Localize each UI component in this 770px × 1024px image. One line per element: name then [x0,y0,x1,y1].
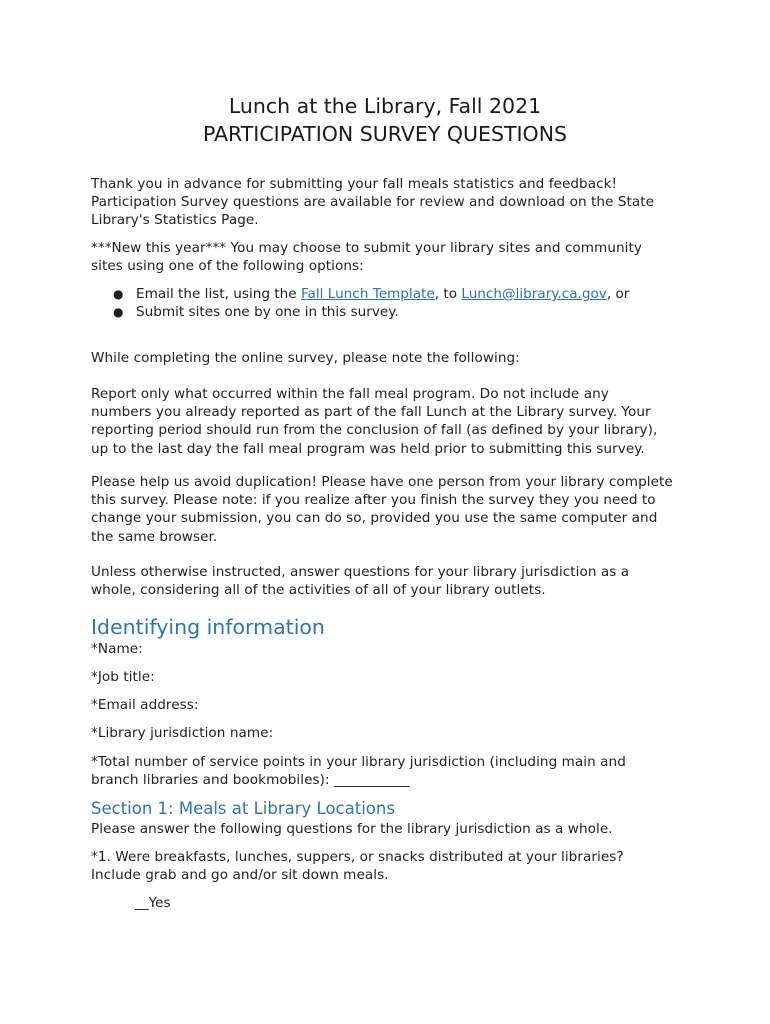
text-line: branch libraries and bookmobiles): ___________ [91,772,410,789]
text-line: *1. Were breakfasts, lunches, suppers, or snacks distributed at your libraries? [91,849,624,865]
job-title-field-label: *Job title: [91,669,155,685]
text-line: numbers you already reported as part of the fall Lunch at the Library survey. Your [91,404,651,421]
new-this-year-paragraph [91,239,691,275]
text-line: *Total number of service points in your library jurisdiction (including main and [91,754,626,770]
text-line: Please help us avoid duplication! Please have one person from your library complete [91,474,673,490]
email-field-label: *Email address: [91,697,199,713]
section-1-heading: Section 1: Meals at Library Locations [91,799,395,818]
jurisdiction-field-label: *Library jurisdiction name: [91,725,274,741]
section-1-intro: Please answer the following questions for the library jurisdiction as a whole. [91,821,613,837]
document-title: Lunch at the Library, Fall 2021 [228,94,542,118]
text-line: Report only what occurred within the fall meal program. Do not include any [91,386,609,402]
bullet-text: , to [434,286,462,302]
text-line: ***New this year*** You may choose to submit your library sites and community [91,240,642,256]
lunch-email-link[interactable]: Lunch@library.ca.gov [461,286,607,302]
text-line: change your submission, you can do so, provided you use the same computer and [91,510,658,527]
name-field-label: *Name: [91,641,143,657]
yes-option: __Yes [135,895,171,911]
unless-paragraph [91,563,691,599]
text-line: reporting period should run from the conclusion of fall (as defined by your library), [91,422,658,439]
question-1 [91,848,691,884]
service-points-question [91,753,691,789]
bullet-text: Email the list, using the [136,286,301,302]
text-line: sites using one of the following options: [91,258,364,275]
identifying-information-heading: Identifying information [91,615,325,639]
document-subtitle: PARTICIPATION SURVEY QUESTIONS [202,122,568,146]
bullet-icon: ● [113,287,124,301]
bullet-text: , or [606,286,630,302]
duplication-paragraph [91,473,691,546]
text-line: this survey. Please note: if you realize after you finish the survey they you need to [91,492,656,509]
text-line: Include grab and go and/or sit down meals. [91,867,389,884]
report-paragraph [91,385,691,458]
text-line: up to the last day the fall meal program was held prior to submitting this survey. [91,440,645,457]
text-line: Thank you in advance for submitting your fall meals statistics and feedback! [91,176,618,192]
fall-lunch-template-link[interactable]: Fall Lunch Template [300,286,435,302]
text-line: whole, considering all of the activities of all of your library outlets. [91,582,546,599]
bullet-icon: ● [113,305,124,320]
bullet-text: Submit sites one by one in this survey. [136,304,399,321]
text-line: the same browser. [91,528,218,545]
list-item [109,285,629,303]
text-line: Participation Survey questions are available for review and download on the State [91,194,655,211]
while-paragraph: While completing the online survey, please note the following: [91,350,520,366]
text-line: Unless otherwise instructed, answer questions for your library jurisdiction as a [91,564,630,580]
text-line: Library's Statistics Page. [91,212,259,229]
submission-options-list [109,285,629,321]
list-item [109,303,629,321]
intro-paragraph [91,175,691,230]
